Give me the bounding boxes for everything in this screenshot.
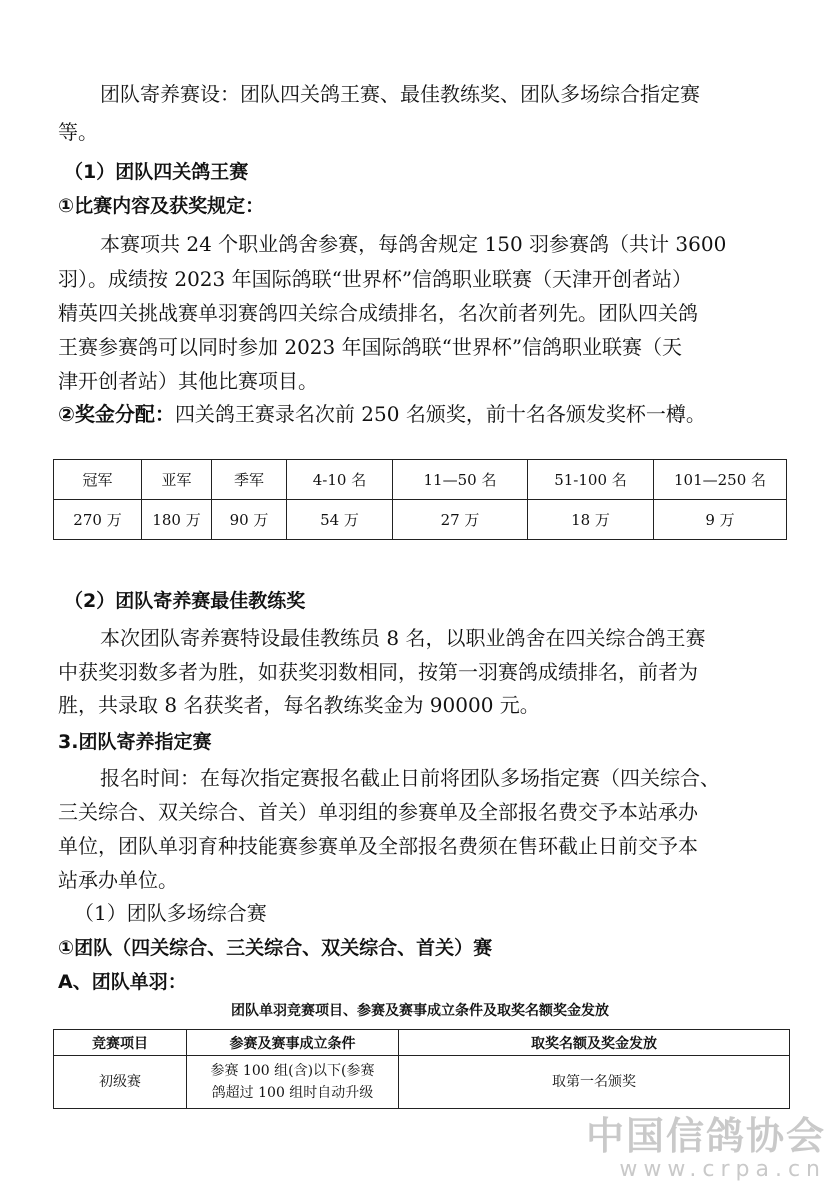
- prize-table-value-cell: 18 万: [528, 500, 654, 540]
- team-table-row: [54, 1056, 790, 1109]
- section-3-heading: 3.团队寄养指定赛: [58, 731, 212, 753]
- prize-table-header-cell: 冠军: [54, 460, 142, 500]
- team-table-award-cell: 取第一名颁奖: [399, 1056, 790, 1109]
- prize-table-value-cell: 9 万: [654, 500, 787, 540]
- prize-table-header-cell: 11—50 名: [393, 460, 528, 500]
- section-3-para-line: 站承办单位。: [58, 868, 178, 892]
- section-2-para-line: 本次团队寄养赛特设最佳教练员 8 名，以职业鸽舍在四关综合鸽王赛: [100, 626, 706, 650]
- team-table-header-cell: 取奖名额及奖金发放: [399, 1030, 790, 1056]
- prize-table-header-cell: 亚军: [142, 460, 212, 500]
- section-2-para-line: 中获奖羽数多者为胜，如获奖羽数相同，按第一羽赛鸽成绩排名，前者为: [58, 660, 698, 684]
- section-1-heading: （1）团队四关鸽王赛: [64, 161, 249, 183]
- prize-table-header-cell: 4-10 名: [287, 460, 393, 500]
- section-3-para-line: 单位，团队单羽育种技能赛参赛单及全部报名费须在售环截止日前交予本: [58, 834, 698, 858]
- prize-distribution-text: 四关鸽王赛录名次前 250 名颁奖，前十名各颁发奖杯一樽。: [174, 402, 706, 426]
- prize-table: [53, 459, 787, 540]
- section-3-para-line: 报名时间：在每次指定赛报名截止日前将团队多场指定赛（四关综合、: [100, 766, 720, 790]
- prize-table-header-row: [54, 460, 787, 500]
- watermark-title: 中国信鸽协会: [585, 1114, 826, 1158]
- team-table-item-cell: 初级赛: [54, 1056, 187, 1109]
- intro-line-1: 团队寄养赛设：团队四关鸽王赛、最佳教练奖、团队多场综合指定赛: [100, 82, 700, 106]
- section-1-para-line: 羽）。成绩按 2023 年国际鸽联“世界杯”信鸽职业联赛（天津开创者站）: [58, 267, 693, 291]
- prize-distribution-line: [58, 400, 790, 428]
- section-3-subheading: （1）团队多场综合赛: [74, 901, 267, 925]
- prize-table-header-cell: 51-100 名: [528, 460, 654, 500]
- condition-line: 鸽超过 100 组时自动升级: [211, 1085, 374, 1101]
- prize-table-value-cell: 27 万: [393, 500, 528, 540]
- watermark-url: www.crpa.cn: [619, 1157, 826, 1182]
- team-table-header-cell: 参赛及赛事成立条件: [187, 1030, 399, 1056]
- condition-line: 参赛 100 组(含)以下(参赛: [210, 1063, 375, 1079]
- section-1-para-line: 王赛参赛鸽可以同时参加 2023 年国际鸽联“世界杯”信鸽职业联赛（天: [58, 335, 683, 359]
- team-table: [53, 1029, 790, 1109]
- prize-table-header-cell: 季军: [212, 460, 287, 500]
- prize-table-value-cell: 54 万: [287, 500, 393, 540]
- prize-table-value-cell: 180 万: [142, 500, 212, 540]
- prize-table-value-row: [54, 500, 787, 540]
- prize-table-header-cell: 101—250 名: [654, 460, 787, 500]
- team-table-header-cell: 竞赛项目: [54, 1030, 187, 1056]
- section-3-para-line: 三关综合、双关综合、首关）单羽组的参赛单及全部报名费交予本站承办: [58, 800, 698, 824]
- section-1-para-line: 津开创者站）其他比赛项目。: [58, 369, 318, 393]
- section-1-subheading: ①比赛内容及获奖规定：: [58, 195, 265, 217]
- intro-line-2: 等。: [58, 120, 98, 144]
- watermark: [586, 1115, 826, 1183]
- section-3-single-heading: A、团队单羽：: [58, 971, 187, 993]
- section-2-para-line: 胜，共录取 8 名获奖者，每名教练奖金为 90000 元。: [58, 693, 540, 717]
- team-table-header-row: [54, 1030, 790, 1056]
- team-table-condition-cell: [187, 1056, 399, 1109]
- section-2-heading: （2）团队寄养赛最佳教练奖: [64, 590, 306, 612]
- prize-distribution-label: ②奖金分配：: [58, 402, 175, 426]
- prize-table-value-cell: 90 万: [212, 500, 287, 540]
- section-1-para-line: 精英四关挑战赛单羽赛鸽四关综合成绩排名，名次前者列先。团队四关鸽: [58, 301, 698, 325]
- section-3-team-heading: ①团队（四关综合、三关综合、双关综合、首关）赛: [58, 937, 493, 959]
- section-1-para-line: 本赛项共 24 个职业鸽舍参赛，每鸽舍规定 150 羽参赛鸽（共计 3600: [100, 232, 727, 256]
- prize-table-value-cell: 270 万: [54, 500, 142, 540]
- team-table-caption: 团队单羽竞赛项目、参赛及赛事成立条件及取奖名额奖金发放: [231, 1003, 609, 1019]
